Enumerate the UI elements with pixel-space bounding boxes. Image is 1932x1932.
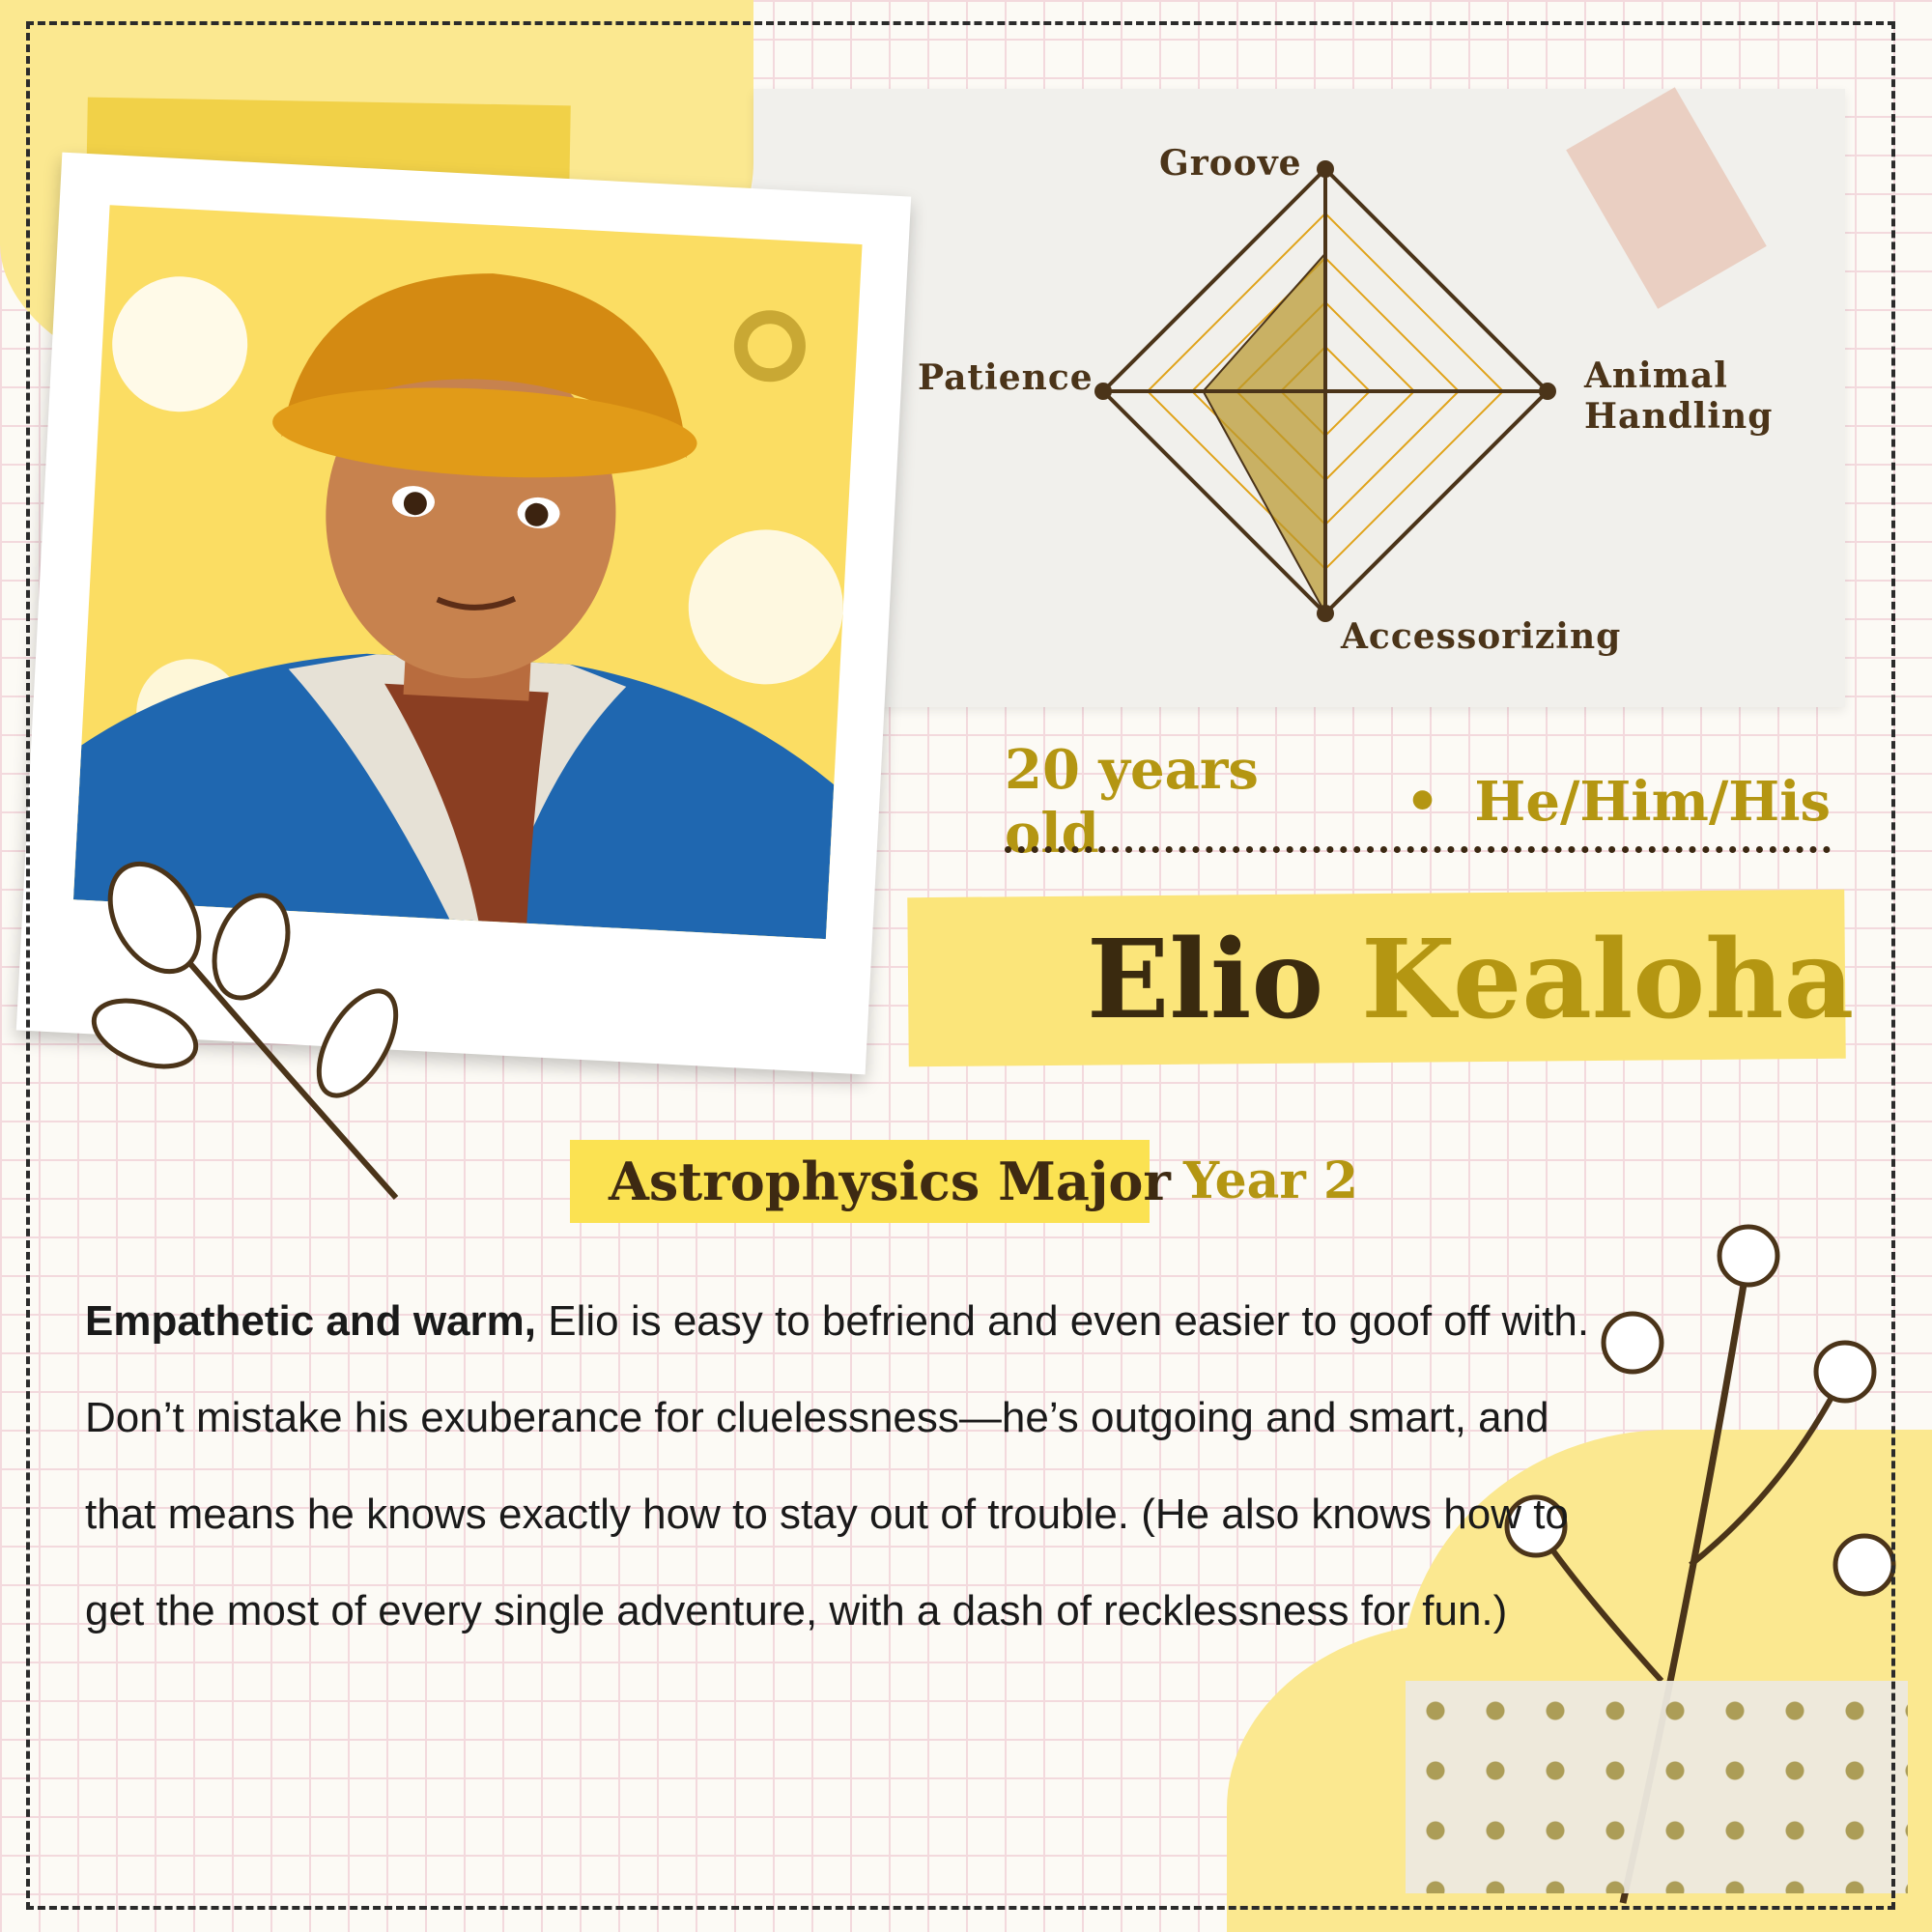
- polka-dot-tape-bottom-right: [1406, 1681, 1908, 1893]
- flower-sprig-left: [68, 831, 435, 1217]
- radar-vertex-patience: [1094, 383, 1112, 400]
- separator-dot: •: [1405, 770, 1440, 834]
- dotted-underline: [1005, 846, 1831, 853]
- radar-data-shape: [1204, 253, 1326, 613]
- pronouns-text: He/Him/His: [1474, 770, 1831, 834]
- stats-radar-chart: [1063, 145, 1604, 647]
- radar-label-animal-handling: [1584, 355, 1773, 437]
- radar-label-groove: Groove: [1159, 143, 1302, 184]
- radar-vertex-animal-handling: [1539, 383, 1556, 400]
- bio-lead: Empathetic and warm,: [85, 1297, 537, 1345]
- last-name: Kealoha: [1361, 917, 1855, 1043]
- radar-vertex-accessorizing: [1317, 605, 1334, 622]
- first-name: Elio: [1087, 917, 1324, 1043]
- major-text: Astrophysics Major: [609, 1151, 1171, 1212]
- character-portrait: [73, 205, 863, 939]
- radar-vertex-groove: [1317, 160, 1334, 178]
- year-text: Year 2: [1183, 1151, 1359, 1210]
- age-text: 20 years old: [1005, 738, 1259, 866]
- portrait-illustration: [73, 205, 863, 939]
- bio-rest: Elio is easy to befriend and even easier to goof off with. Don’t mistake his exuberance for cluelessness—he’s outgoing and smart, and that means he knows exactly how to stay out of trouble. (He also knows how to get the most of every single adventure, with a dash of recklessness for fun.): [85, 1297, 1590, 1634]
- bio-paragraph: [85, 1273, 1611, 1660]
- radar-label-handling: Handling: [1584, 396, 1774, 437]
- radar-label-patience: Patience: [918, 357, 1094, 398]
- radar-label-animal: Animal: [1584, 355, 1728, 396]
- character-name: [1087, 917, 1855, 1043]
- radar-label-accessorizing: Accessorizing: [1341, 616, 1622, 657]
- meta-row: [1005, 738, 1831, 866]
